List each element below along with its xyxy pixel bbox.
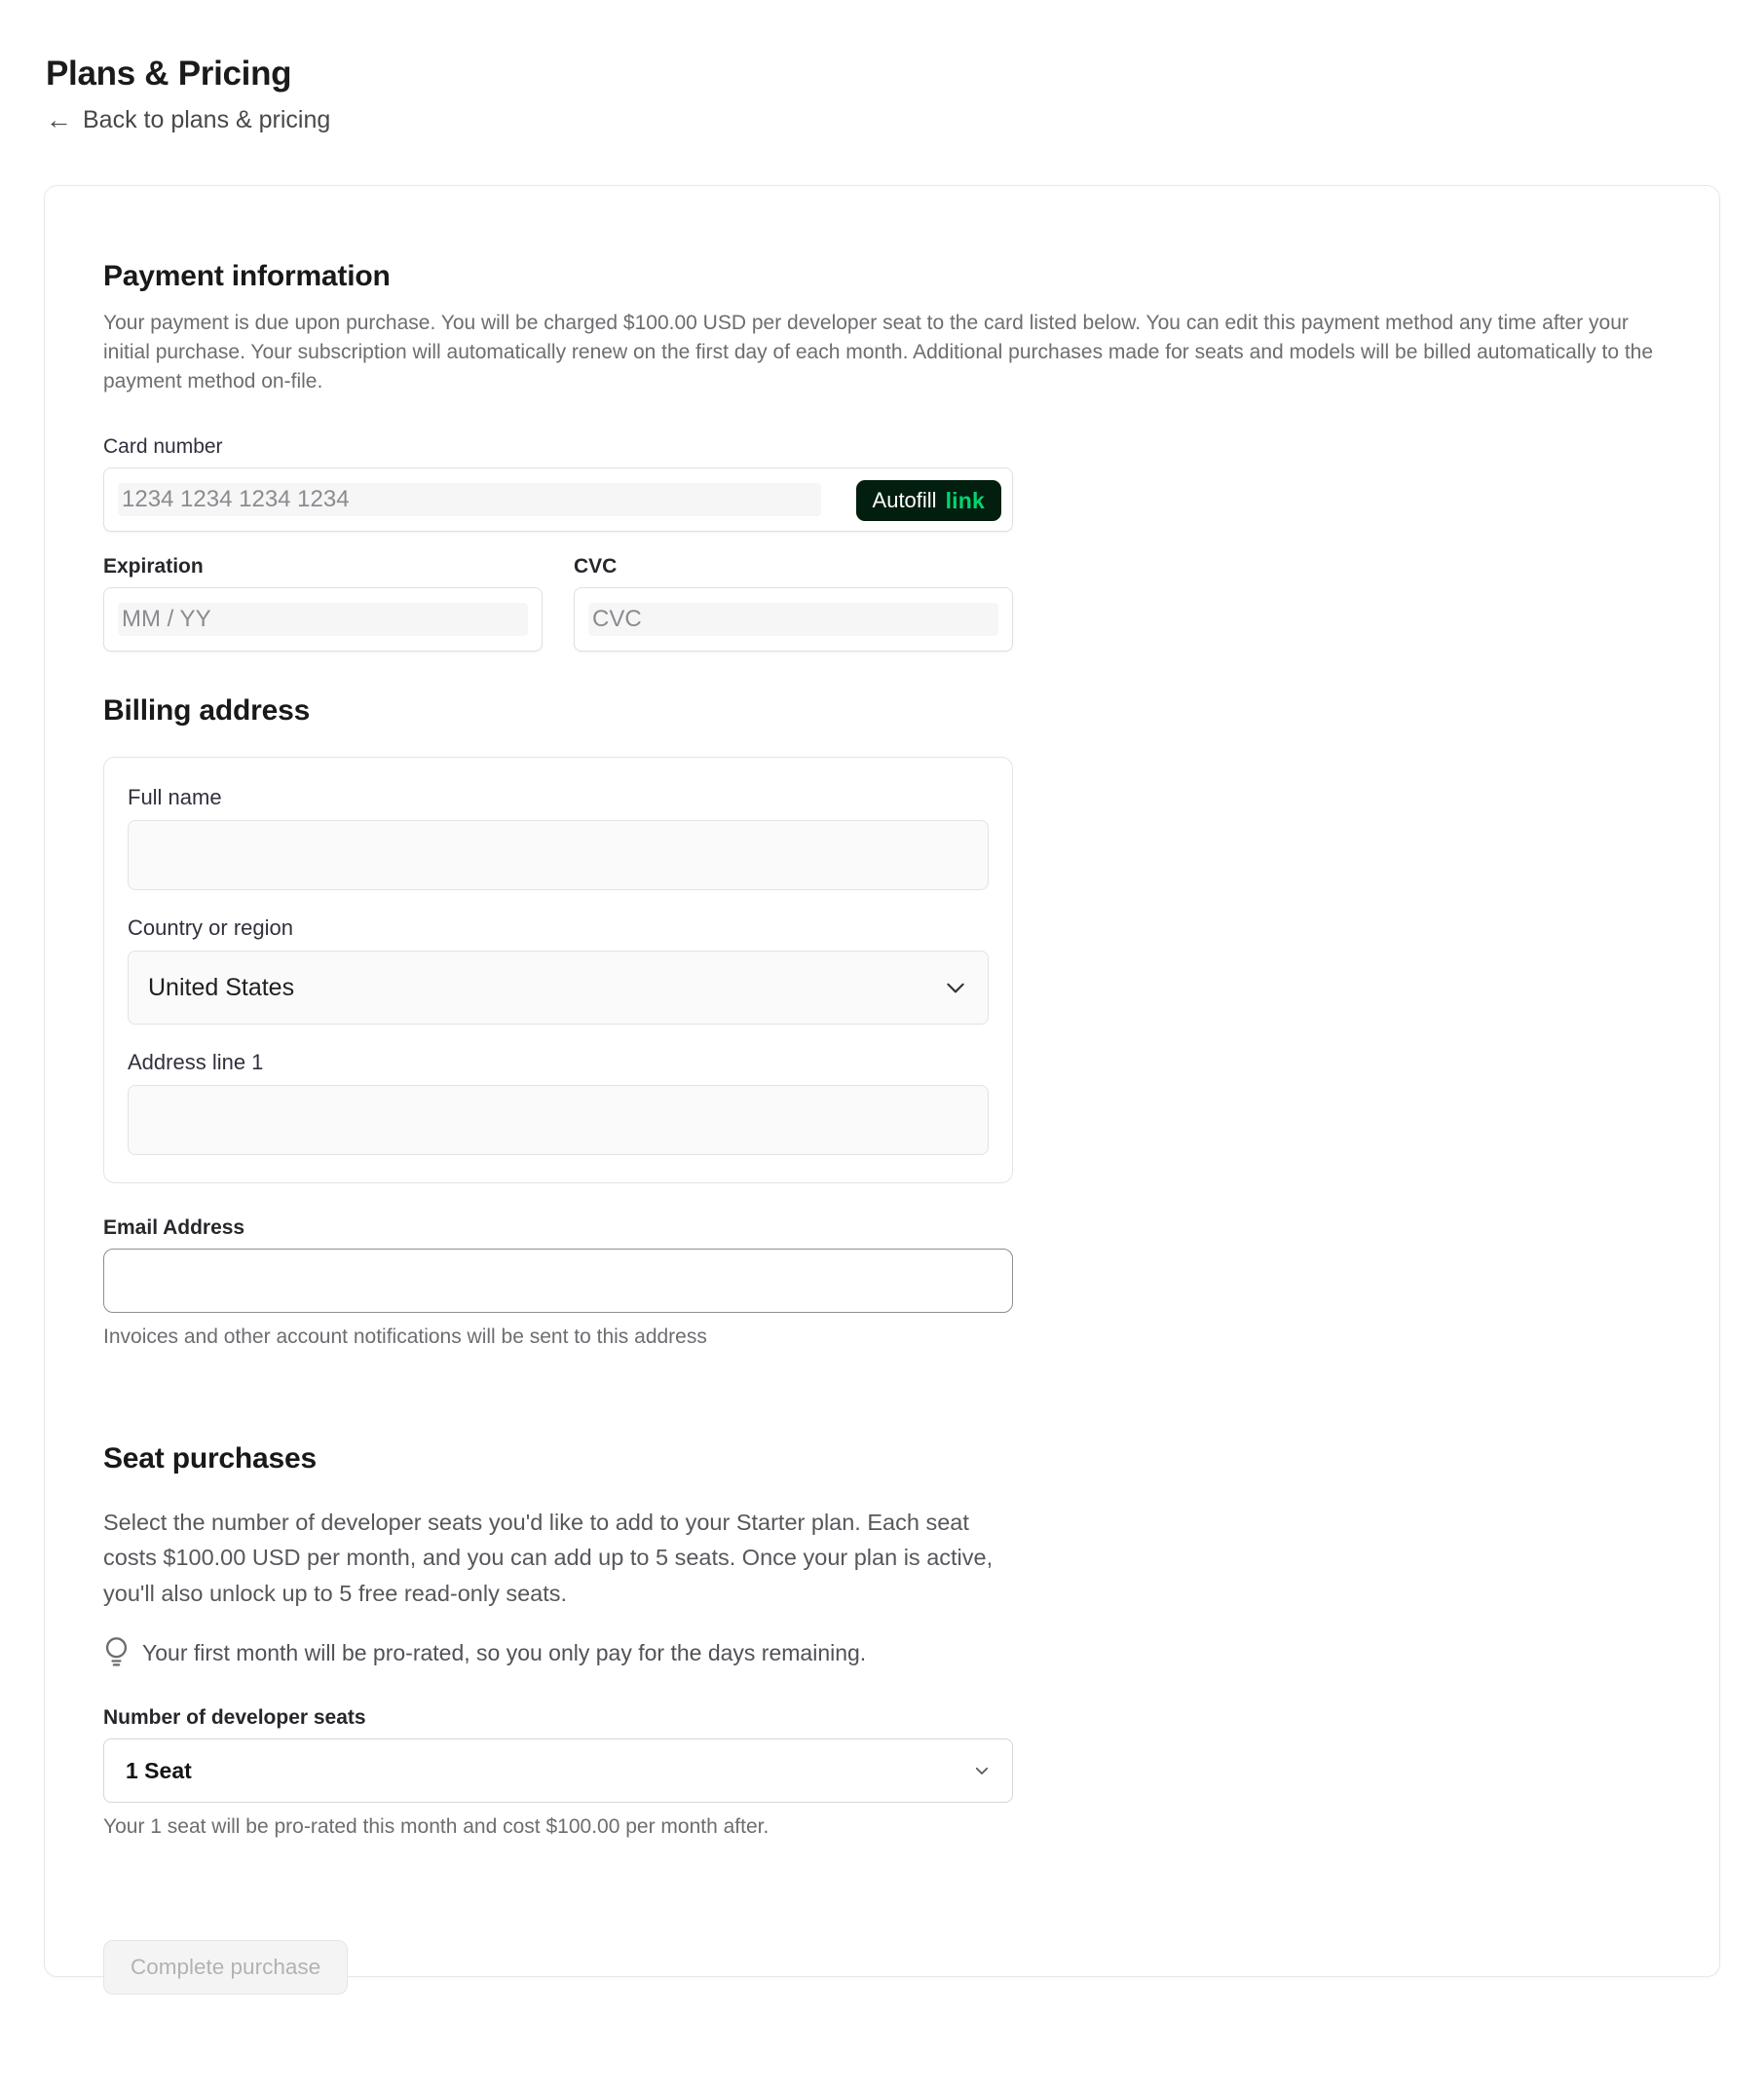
checkout-card xyxy=(44,185,1720,1980)
card-number-label: Card number xyxy=(103,435,223,459)
country-select[interactable] xyxy=(128,951,989,1025)
address-line1-label: Address line 1 xyxy=(128,1050,264,1075)
cvc-field xyxy=(574,587,1013,652)
expiration-input[interactable] xyxy=(104,588,542,651)
back-link[interactable] xyxy=(46,106,330,134)
link-brand-label: link xyxy=(945,487,985,513)
full-name-label: Full name xyxy=(128,785,222,810)
back-arrow-icon: ← xyxy=(46,105,72,134)
email-label: Email Address xyxy=(103,1216,245,1240)
cvc-input[interactable] xyxy=(575,588,1012,651)
card-number-field xyxy=(103,467,1013,532)
cvc-label: CVC xyxy=(574,555,618,579)
prorate-tip-text: Your first month will be pro-rated, so you only pay for the days remaining. xyxy=(142,1639,867,1665)
full-name-input[interactable] xyxy=(128,820,989,890)
seat-helper-text: Your 1 seat will be pro-rated this month and cost $100.00 per month after. xyxy=(103,1815,769,1839)
email-helper-text: Invoices and other account notifications will be sent to this address xyxy=(103,1326,707,1349)
autofill-label: Autofill xyxy=(872,488,937,513)
complete-purchase-button[interactable]: Complete purchase xyxy=(103,1940,348,1995)
seat-count-label: Number of developer seats xyxy=(103,1706,366,1730)
back-link-label: Back to plans & pricing xyxy=(83,106,331,133)
billing-address-box xyxy=(103,757,1013,1183)
billing-section xyxy=(103,694,1661,1349)
seat-count-value: 1 Seat xyxy=(126,1757,192,1783)
country-select-value: United States xyxy=(148,973,295,1001)
payment-section xyxy=(103,260,1661,652)
address-line1-input[interactable] xyxy=(128,1085,989,1155)
country-label: Country or region xyxy=(128,915,293,941)
email-input[interactable] xyxy=(103,1249,1013,1313)
expiration-field xyxy=(103,587,543,652)
page-header xyxy=(0,0,1764,134)
lightbulb-icon xyxy=(103,1636,130,1669)
payment-description: Your payment is due upon purchase. You will be charged $100.00 USD per developer seat to the card listed below. You can edit this payment method any time after your initial purchase. Your subscription will automatically renew on the first day of each month. Additional purchases made for seats and models will be billed automatically to the payment method on-file. xyxy=(103,312,1654,393)
chevron-down-icon xyxy=(943,975,968,1000)
prorate-tip xyxy=(103,1636,1661,1669)
chevron-down-icon xyxy=(973,1762,991,1779)
autofill-button[interactable] xyxy=(856,480,1001,521)
seats-description: Select the number of developer seats you'd like to add to your Starter plan. Each seat costs $100.00 USD per month, and you can add up to 5 seats. Once your plan is active, you'll also unlock up to 5 free read-only seats. xyxy=(103,1510,994,1606)
payment-heading: Payment information xyxy=(103,260,391,292)
expiration-label: Expiration xyxy=(103,555,204,579)
seat-count-select[interactable] xyxy=(103,1738,1013,1803)
seats-section xyxy=(103,1442,1661,1995)
billing-heading: Billing address xyxy=(103,694,311,728)
page-title: Plans & Pricing xyxy=(46,55,292,93)
seats-heading: Seat purchases xyxy=(103,1442,317,1475)
